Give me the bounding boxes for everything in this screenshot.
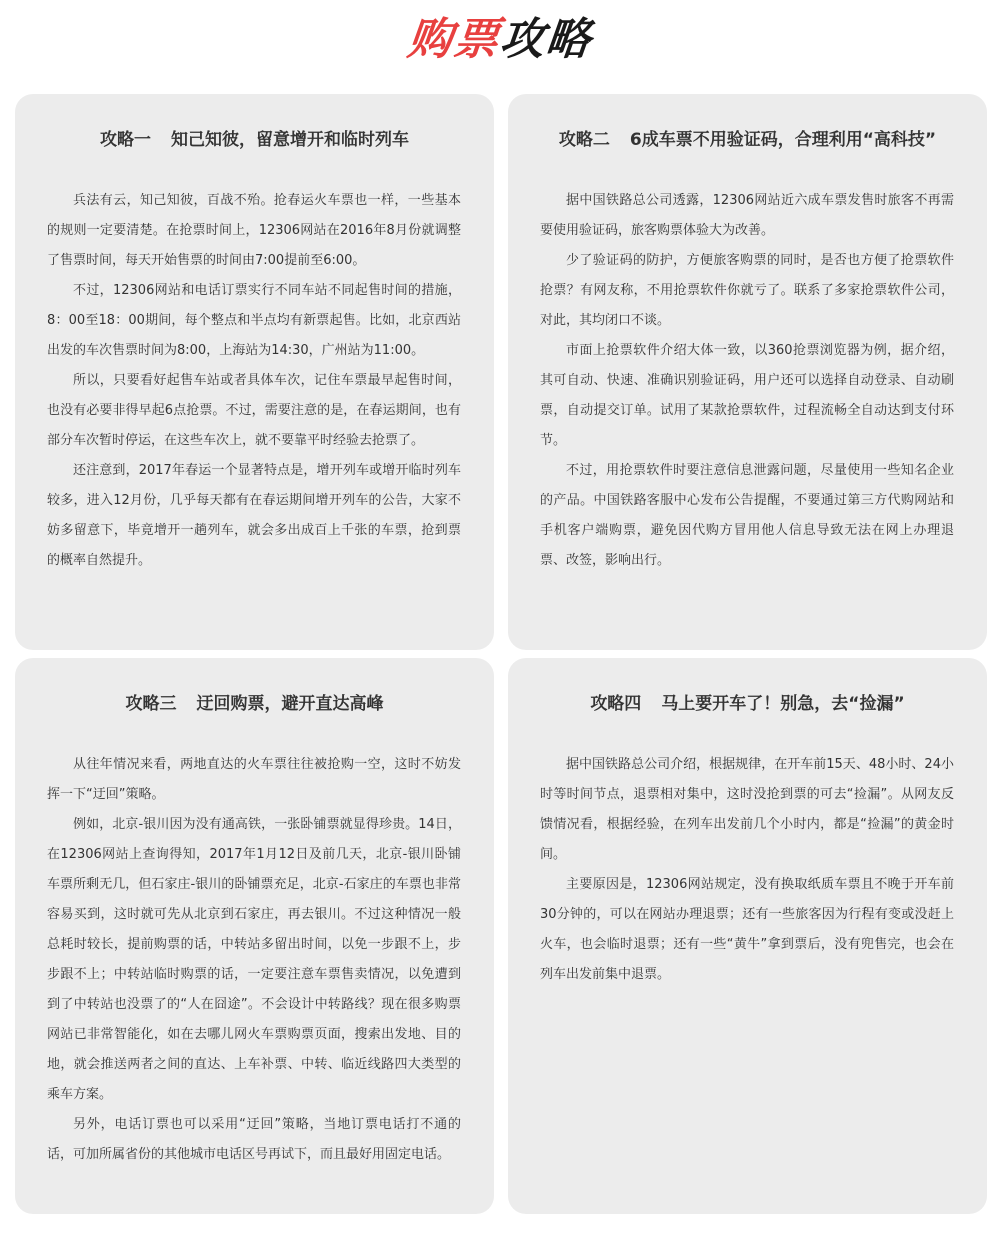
strategy-card-1: [15, 94, 494, 650]
paragraph: 据中国铁路总公司介绍，根据规律，在开车前15天、48小时、24小时等时间节点，退票相对集中，这时没抢到票的可去“捡漏”。从网友反馈情况看，根据经验，在列车出发前几个小时内，都是“捡漏”的黄金时间。: [540, 757, 954, 862]
card-title: 迂回购票，避开直达高峰: [196, 694, 384, 714]
card-body: [47, 750, 461, 1170]
title-char: 略: [542, 14, 595, 65]
paragraph: 市面上抢票软件介绍大体一致，以360抢票浏览器为例，据介绍，其可自动、快速、准确识别验证码，用户还可以选择自动登录、自动刷票，自动提交订单。试用了某款抢票软件，过程流畅全自动达到支付环节。: [540, 343, 954, 448]
paragraph: 据中国铁路总公司透露，12306网站近六成车票发售时旅客不再需要使用验证码，旅客购票体验大为改善。: [540, 193, 954, 238]
card-number: 攻略一: [100, 130, 151, 150]
card-body: [540, 186, 954, 576]
paragraph: 例如，北京-银川因为没有通高铁，一张卧铺票就显得珍贵。14日，在12306网站上查询得知，2017年1月12日及前几天，北京-银川卧铺车票所剩无几，但石家庄-银川的卧铺票充足，北京-石家庄的车票也非常容易买到，这时就可先从北京到石家庄，再去银川。不过这种情况一般总耗时较长，提前购票的话，中转站多留出时间，以免一步跟不上，步步跟不上；中转站临时购票的话，一定要注意车票售卖情况，以免遭到到了中转站也没票了的“人在囧途”。不会设计中转路线？现在很多购票网站已非常智能化，如在去哪儿网火车票购票页面，搜索出发地、目的地，就会推送两者之间的直达、上车补票、中转、临近线路四大类型的乘车方案。: [47, 817, 461, 1102]
card-body: [47, 186, 461, 576]
card-number: 攻略三: [125, 694, 177, 714]
card-title: 马上要开车了！别急，去“捡漏”: [661, 694, 905, 714]
title-char: 购: [404, 14, 457, 65]
card-number: 攻略二: [558, 130, 610, 150]
card-number: 攻略四: [590, 694, 642, 714]
paragraph: 少了验证码的防护，方便旅客购票的同时，是否也方便了抢票软件抢票？有网友称，不用抢票软件你就亏了。联系了多家抢票软件公司，对此，其均闭口不谈。: [540, 253, 954, 328]
paragraph: 兵法有云，知己知彼，百战不殆。抢春运火车票也一样，一些基本的规则一定要清楚。在抢票时间上，12306网站在2016年8月份就调整了售票时间，每天开始售票的时间由7:00提前至6:00。: [47, 193, 461, 268]
page-title: [0, 12, 999, 68]
card-heading: [15, 128, 494, 152]
strategy-card-3: [15, 658, 494, 1214]
paragraph: 另外，电话订票也可以采用“迂回”策略，当地订票电话打不通的话，可加所属省份的其他城市电话区号再试下，而且最好用固定电话。: [47, 1117, 461, 1162]
card-body: [540, 750, 954, 990]
card-heading: [508, 692, 987, 716]
card-title: 6成车票不用验证码，合理利用“高科技”: [629, 130, 937, 150]
paragraph: 不过，用抢票软件时要注意信息泄露问题，尽量使用一些知名企业的产品。中国铁路客服中心发布公告提醒，不要通过第三方代购网站和手机客户端购票，避免因代购方冒用他人信息导致无法在网上办理退票、改签，影响出行。: [540, 463, 954, 568]
title-char: 攻: [496, 14, 549, 65]
paragraph: 从往年情况来看，两地直达的火车票往往被抢购一空，这时不妨发挥一下“迂回”策略。: [47, 757, 461, 802]
paragraph: 所以，只要看好起售车站或者具体车次，记住车票最早起售时间，也没有必要非得早起6点抢票。不过，需要注意的是，在春运期间，也有部分车次暂时停运，在这些车次上，就不要靠平时经验去抢票了。: [47, 373, 461, 448]
paragraph: 不过，12306网站和电话订票实行不同车站不同起售时间的措施，8：00至18：00期间，每个整点和半点均有新票起售。比如，北京西站出发的车次售票时间为8:00，上海站为14:30，广州站为11:00。: [47, 283, 461, 358]
card-heading: [508, 128, 987, 152]
card-title: 知己知彼，留意增开和临时列车: [171, 130, 409, 150]
title-char: 票: [450, 14, 503, 65]
paragraph: 还注意到，2017年春运一个显著特点是，增开列车或增开临时列车较多，进入12月份，几乎每天都有在春运期间增开列车的公告，大家不妨多留意下，毕竟增开一趟列车，就会多出成百上千张的车票，抢到票的概率自然提升。: [47, 463, 461, 568]
paragraph: 主要原因是，12306网站规定，没有换取纸质车票且不晚于开车前30分钟的，可以在网站办理退票；还有一些旅客因为行程有变或没赶上火车，也会临时退票；还有一些“黄牛”拿到票后，没有兜售完，也会在列车出发前集中退票。: [540, 877, 954, 982]
strategy-card-2: [508, 94, 987, 650]
card-heading: [15, 692, 494, 716]
strategy-card-4: [508, 658, 987, 1214]
